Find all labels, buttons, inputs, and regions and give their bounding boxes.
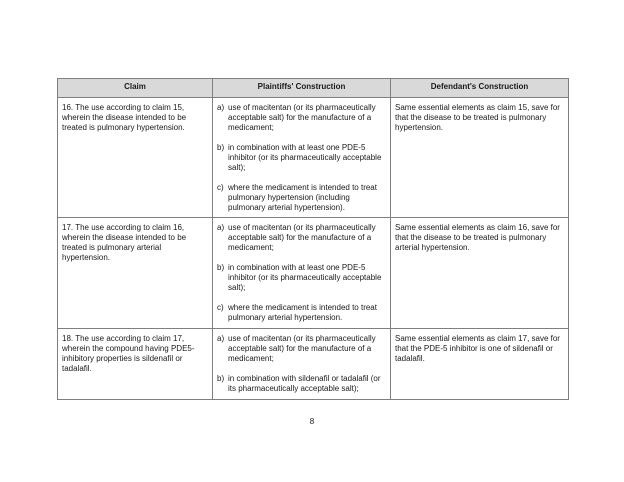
column-header-plaintiffs-construction: Plaintiffs' Construction [213, 79, 391, 98]
table-row [58, 218, 569, 329]
list-item-text: in combination with at least one PDE-5 inhibitor (or its pharmaceutically acceptable salt); [228, 263, 382, 292]
construction-list-item [217, 223, 385, 253]
list-item-text: use of macitentan (or its pharmaceutically acceptable salt) for the manufacture of a medicament; [228, 223, 376, 252]
list-item-marker: a) [217, 334, 225, 343]
construction-list-item [217, 143, 385, 173]
plaintiffs-construction-cell [213, 218, 391, 329]
list-item-marker: b) [217, 143, 225, 152]
list-item-marker: b) [217, 263, 225, 272]
claim-cell: 17. The use according to claim 16, wherein the disease intended to be treated is pulmonary arterial hypertension. [58, 218, 213, 329]
construction-list-item [217, 263, 385, 293]
construction-list-item [217, 103, 385, 133]
construction-list-item [217, 303, 385, 323]
table-body [58, 98, 569, 400]
list-item-marker: a) [217, 223, 225, 232]
claims-construction-table [57, 78, 569, 400]
table-header-row [58, 79, 569, 98]
list-item-marker: c) [217, 183, 224, 192]
column-header-defendants-construction: Defendant's Construction [391, 79, 569, 98]
construction-list-item [217, 374, 385, 394]
plaintiffs-construction-cell [213, 329, 391, 400]
defendant-construction-cell: Same essential elements as claim 17, save for that the PDE-5 inhibitor is one of sildenafil or tadalafil. [391, 329, 569, 400]
list-item-text: in combination with sildenafil or tadalafil (or its pharmaceutically acceptable salt); [228, 374, 381, 393]
construction-list-item [217, 183, 385, 213]
list-item-text: use of macitentan (or its pharmaceutically acceptable salt) for the manufacture of a medicament; [228, 334, 376, 363]
plaintiffs-construction-cell [213, 98, 391, 218]
list-item-marker: a) [217, 103, 225, 112]
list-item-text: use of macitentan (or its pharmaceutically acceptable salt) for the manufacture of a medicament; [228, 103, 376, 132]
defendant-construction-cell: Same essential elements as claim 15, save for that the disease to be treated is pulmonary hypertension. [391, 98, 569, 218]
page-number: 8 [309, 417, 315, 426]
list-item-text: where the medicament is intended to treat pulmonary hypertension (including pulmonary arterial hypertension). [228, 183, 377, 212]
list-item-marker: b) [217, 374, 225, 383]
claim-cell: 18. The use according to claim 17, wherein the compound having PDE5-inhibitory properties is sildenafil or tadalafil. [58, 329, 213, 400]
list-item-text: where the medicament is intended to treat pulmonary arterial hypertension. [228, 303, 377, 322]
table-row [58, 98, 569, 218]
construction-list-item [217, 334, 385, 364]
defendant-construction-cell: Same essential elements as claim 16, save for that the disease to be treated is pulmonary arterial hypertension. [391, 218, 569, 329]
claim-cell: 16. The use according to claim 15, wherein the disease intended to be treated is pulmonary hypertension. [58, 98, 213, 218]
table-row [58, 329, 569, 400]
list-item-marker: c) [217, 303, 224, 312]
column-header-claim: Claim [58, 79, 213, 98]
list-item-text: in combination with at least one PDE-5 inhibitor (or its pharmaceutically acceptable salt); [228, 143, 382, 172]
